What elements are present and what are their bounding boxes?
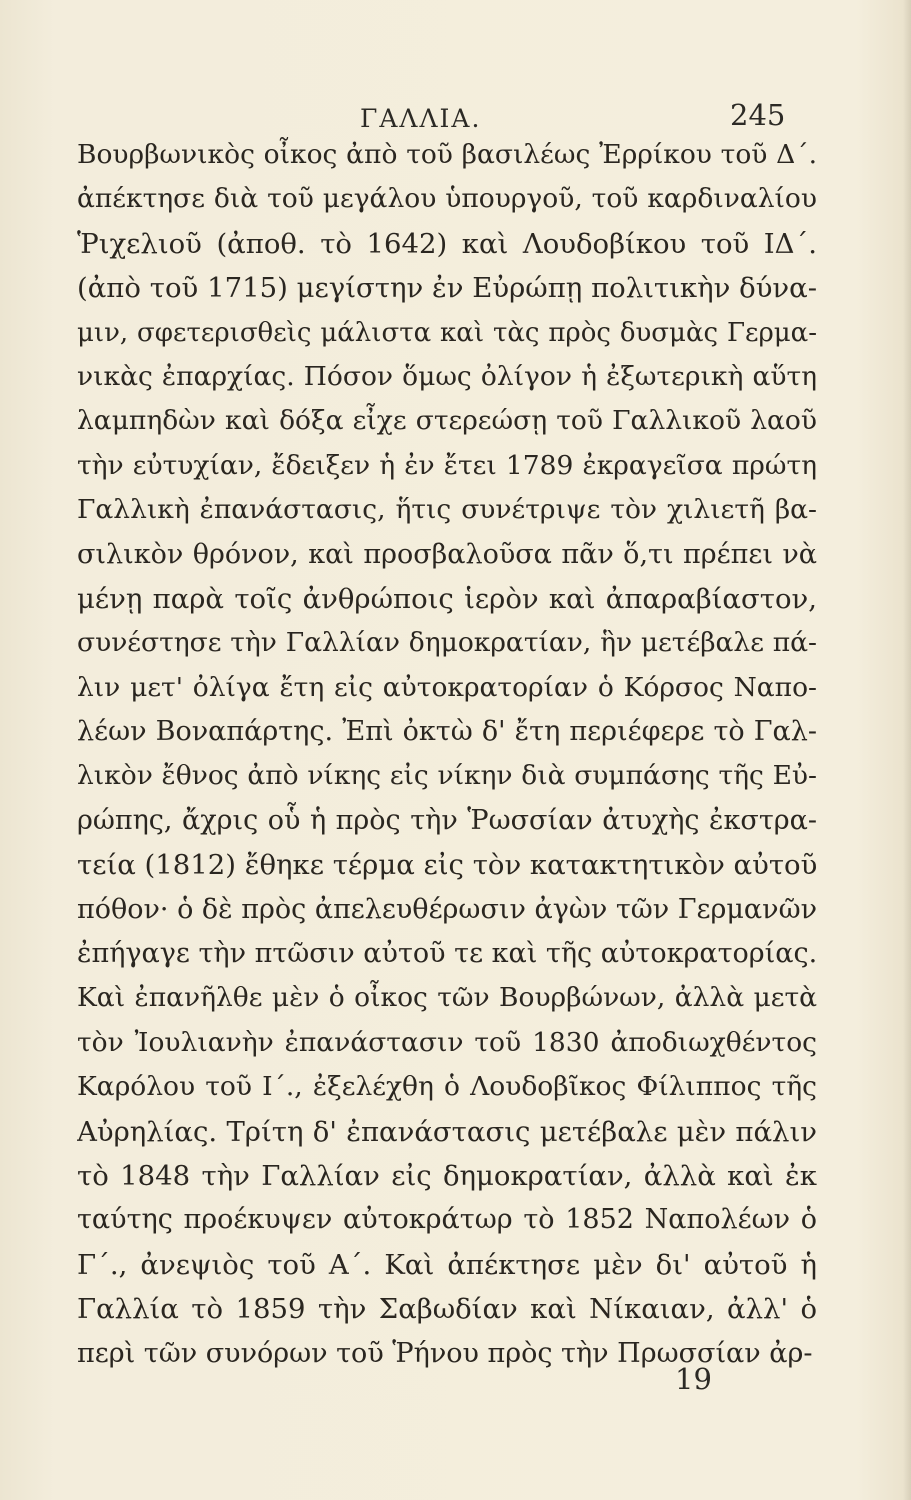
text-line: τὸ 1848 τὴν Γαλλίαν εἰς δημοκρατίαν, ἀλλὰ καὶ ἐκ — [77, 1159, 817, 1192]
text-line: πόθον· ὁ δὲ πρὸς ἀπελευθέρωσιν ἀγὼν τῶν Γερμανῶν — [77, 893, 817, 925]
page-edge-shadow — [903, 0, 911, 1500]
text-line: (ἀπὸ τοῦ 1715) μεγίστην ἐν Εὐρώπῃ πολιτικὴν δύνα- — [77, 272, 817, 305]
text-line: Γ΄., ἀνεψιὸς τοῦ Α΄. Καὶ ἀπέκτησε μὲν δι' αὐτοῦ ἡ — [77, 1248, 817, 1281]
text-line: ρώπης, ἄχρις οὗ ἡ πρὸς τὴν Ῥωσσίαν ἀτυχὴς ἐκστρα- — [77, 804, 817, 836]
text-line: τὸν Ἰουλιανὴν ἐπανάστασιν τοῦ 1830 ἀποδιωχθέντος — [77, 1026, 817, 1058]
text-line: Καρόλου τοῦ Ι΄., ἐξελέχθη ὁ Λουδοβῖκος Φίλιππος τῆς — [77, 1071, 817, 1103]
text-line: ἀπέκτησε διὰ τοῦ μεγάλου ὑπουργοῦ, τοῦ καρδιναλίου — [77, 183, 817, 215]
text-line: Γαλλία τὸ 1859 τὴν Σαβωδίαν καὶ Νίκαιαν, ἀλλ' ὁ — [77, 1293, 817, 1326]
text-line: λικὸν ἔθνος ἀπὸ νίκης εἰς νίκην διὰ συμπάσης τῆς Εὐ- — [77, 760, 817, 792]
text-line: μιν, σφετερισθεὶς μάλιστα καὶ τὰς πρὸς δυσμὰς Γερμα- — [77, 317, 817, 348]
text-line: νικὰς ἐπαρχίας. Πόσον ὅμως ὀλίγον ἡ ἐξωτερικὴ αὕτη — [77, 360, 817, 392]
running-head — [0, 98, 911, 138]
text-line: Ῥιχελιοῦ (ἀποθ. τὸ 1642) καὶ Λουδοβίκου τοῦ ΙΔ΄. — [77, 227, 817, 260]
page-number: 245 — [730, 98, 786, 132]
body-text — [77, 133, 817, 1376]
text-line: τεία (1812) ἔθηκε τέρμα εἰς τὸν κατακτητικὸν αὐτοῦ — [77, 849, 817, 882]
text-line: τὴν εὐτυχίαν, ἔδειξεν ἡ ἐν ἔτει 1789 ἐκραγεῖσα πρώτη — [77, 449, 817, 481]
page-header-title: ΓΑΛΛΙΑ. — [360, 104, 482, 133]
text-line: Γαλλικὴ ἐπανάστασις, ἥτις συνέτριψε τὸν χιλιετῆ βα- — [77, 494, 817, 526]
text-line: λιν μετ' ὀλίγα ἔτη εἰς αὐτοκρατορίαν ὁ Κόρσος Ναπο- — [77, 671, 817, 703]
text-line: σιλικὸν θρόνον, καὶ προσβαλοῦσα πᾶν ὅ,τι πρέπει νὰ — [77, 538, 817, 570]
text-line: Αὐρηλίας. Τρίτη δ' ἐπανάστασις μετέβαλε μὲν πάλιν — [77, 1115, 817, 1148]
text-line: Καὶ ἐπανῆλθε μὲν ὁ οἶκος τῶν Βουρβώνων, ἀλλὰ μετὰ — [77, 982, 817, 1014]
text-line: λέων Βοναπάρτης. Ἐπὶ ὀκτὼ δ' ἔτη περιέφερε τὸ Γαλ- — [77, 716, 817, 748]
text-line: μένῃ παρὰ τοῖς ἀνθρώποις ἱερὸν καὶ ἀπαραβίαστον, — [77, 582, 817, 615]
signature-mark: 19 — [675, 1362, 712, 1396]
text-line: λαμπηδὼν καὶ δόξα εἶχε στερεώσῃ τοῦ Γαλλικοῦ λαοῦ — [77, 405, 817, 437]
text-line: ἐπήγαγε τὴν πτῶσιν αὐτοῦ τε καὶ τῆς αὐτοκρατορίας. — [77, 938, 817, 970]
text-line: Βουρβωνικὸς οἶκος ἀπὸ τοῦ βασιλέως Ἐρρίκου τοῦ Δ΄. — [77, 139, 817, 170]
text-line: περὶ τῶν συνόρων τοῦ Ῥήνου πρὸς τὴν Πρωσσίαν ἀρ- — [77, 1337, 813, 1369]
text-line: συνέστησε τὴν Γαλλίαν δημοκρατίαν, ἣν μετέβαλε πά- — [77, 627, 817, 659]
text-line: ταύτης προέκυψεν αὐτοκράτωρ τὸ 1852 Ναπολέων ὁ — [77, 1204, 817, 1236]
